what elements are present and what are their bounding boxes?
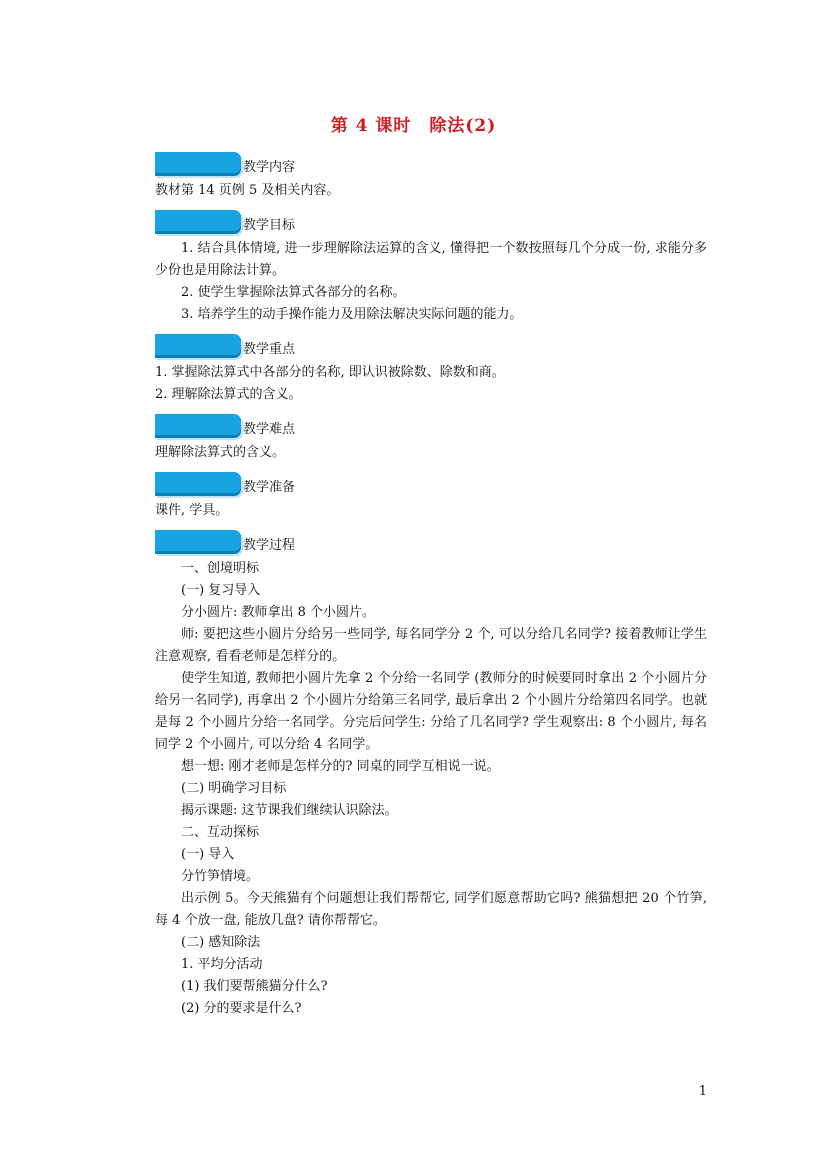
section-header-difficulty bbox=[155, 412, 707, 440]
paragraph: 课件, 学具。 bbox=[155, 503, 229, 518]
section-tab-icon bbox=[155, 210, 241, 234]
section-label: 教学准备 bbox=[243, 480, 296, 495]
paragraph: 教材第 14 页例 5 及相关内容。 bbox=[155, 183, 340, 198]
section-tab-icon bbox=[155, 152, 241, 176]
paragraph: 一、创境明标 bbox=[181, 561, 260, 576]
page-title: 第 4 课时 除法(2) bbox=[330, 116, 497, 136]
page-number: 1 bbox=[698, 1084, 707, 1099]
section-header-prep bbox=[155, 470, 707, 498]
section-tab-icon bbox=[155, 334, 241, 358]
paragraph: 1. 结合具体情境, 进一步理解除法运算的含义, 懂得把一个数按照每几个分成一份, 求能分多少份也是用除法计算。 bbox=[155, 241, 707, 278]
section-label: 教学过程 bbox=[243, 538, 296, 553]
section-header-goals bbox=[155, 208, 707, 236]
paragraph: 2. 理解除法算式的含义。 bbox=[155, 387, 302, 402]
paragraph: 出示例 5。今天熊猫有个问题想让我们帮帮它, 同学们愿意帮助它吗? 熊猫想把 20 个竹笋, 每 4 个放一盘, 能放几盘? 请你帮帮它。 bbox=[155, 891, 707, 928]
paragraph: 分小圆片: 教师拿出 8 个小圆片。 bbox=[181, 605, 376, 620]
section-label: 教学内容 bbox=[243, 160, 296, 175]
paragraph: 3. 培养学生的动手操作能力及用除法解决实际问题的能力。 bbox=[181, 307, 523, 322]
section-label: 教学难点 bbox=[243, 422, 296, 437]
paragraph: 1. 平均分活动 bbox=[181, 957, 263, 972]
paragraph: 使学生知道, 教师把小圆片先拿 2 个分给一名同学 (教师分的时候要同时拿出 2 个小圆片分给另一名同学), 再拿出 2 个小圆片分给第三名同学, 最后拿出 2 个小圆片分给第四名同学。也就是每 2 个小圆片分给一名同学。分完后问学生: 分给了几名同学? 学生观察出: 8 个小圆片, 每名同学 2 个小圆片, 可以分给 4 名同学。 bbox=[155, 671, 707, 752]
paragraph: 二、互动探标 bbox=[181, 825, 260, 840]
paragraph: (一) 导入 bbox=[181, 847, 235, 862]
section-label: 教学重点 bbox=[243, 342, 296, 357]
section-tab-icon bbox=[155, 414, 241, 438]
document-body bbox=[155, 150, 707, 1020]
paragraph: 揭示课题: 这节课我们继续认识除法。 bbox=[181, 803, 398, 818]
section-header-content bbox=[155, 150, 707, 178]
paragraph: (一) 复习导入 bbox=[181, 583, 261, 598]
paragraph: 1. 掌握除法算式中各部分的名称, 即认识被除数、除数和商。 bbox=[155, 365, 505, 380]
paragraph: 师: 要把这些小圆片分给另一些同学, 每名同学分 2 个, 可以分给几名同学? 接着教师让学生注意观察, 看看老师是怎样分的。 bbox=[155, 627, 707, 664]
paragraph: (二) 明确学习目标 bbox=[181, 781, 287, 796]
paragraph: (1) 我们要帮熊猫分什么? bbox=[181, 979, 328, 994]
paragraph: (二) 感知除法 bbox=[181, 935, 261, 950]
paragraph: (2) 分的要求是什么? bbox=[181, 1001, 302, 1016]
section-tab-icon bbox=[155, 472, 241, 496]
section-tab-icon bbox=[155, 530, 241, 554]
section-label: 教学目标 bbox=[243, 218, 296, 233]
paragraph: 分竹笋情境。 bbox=[181, 869, 260, 884]
paragraph: 2. 使学生掌握除法算式各部分的名称。 bbox=[181, 285, 406, 300]
section-header-process bbox=[155, 528, 707, 556]
section-header-key bbox=[155, 332, 707, 360]
paragraph: 理解除法算式的含义。 bbox=[155, 445, 286, 460]
paragraph: 想一想: 刚才老师是怎样分的? 同桌的同学互相说一说。 bbox=[181, 759, 500, 774]
